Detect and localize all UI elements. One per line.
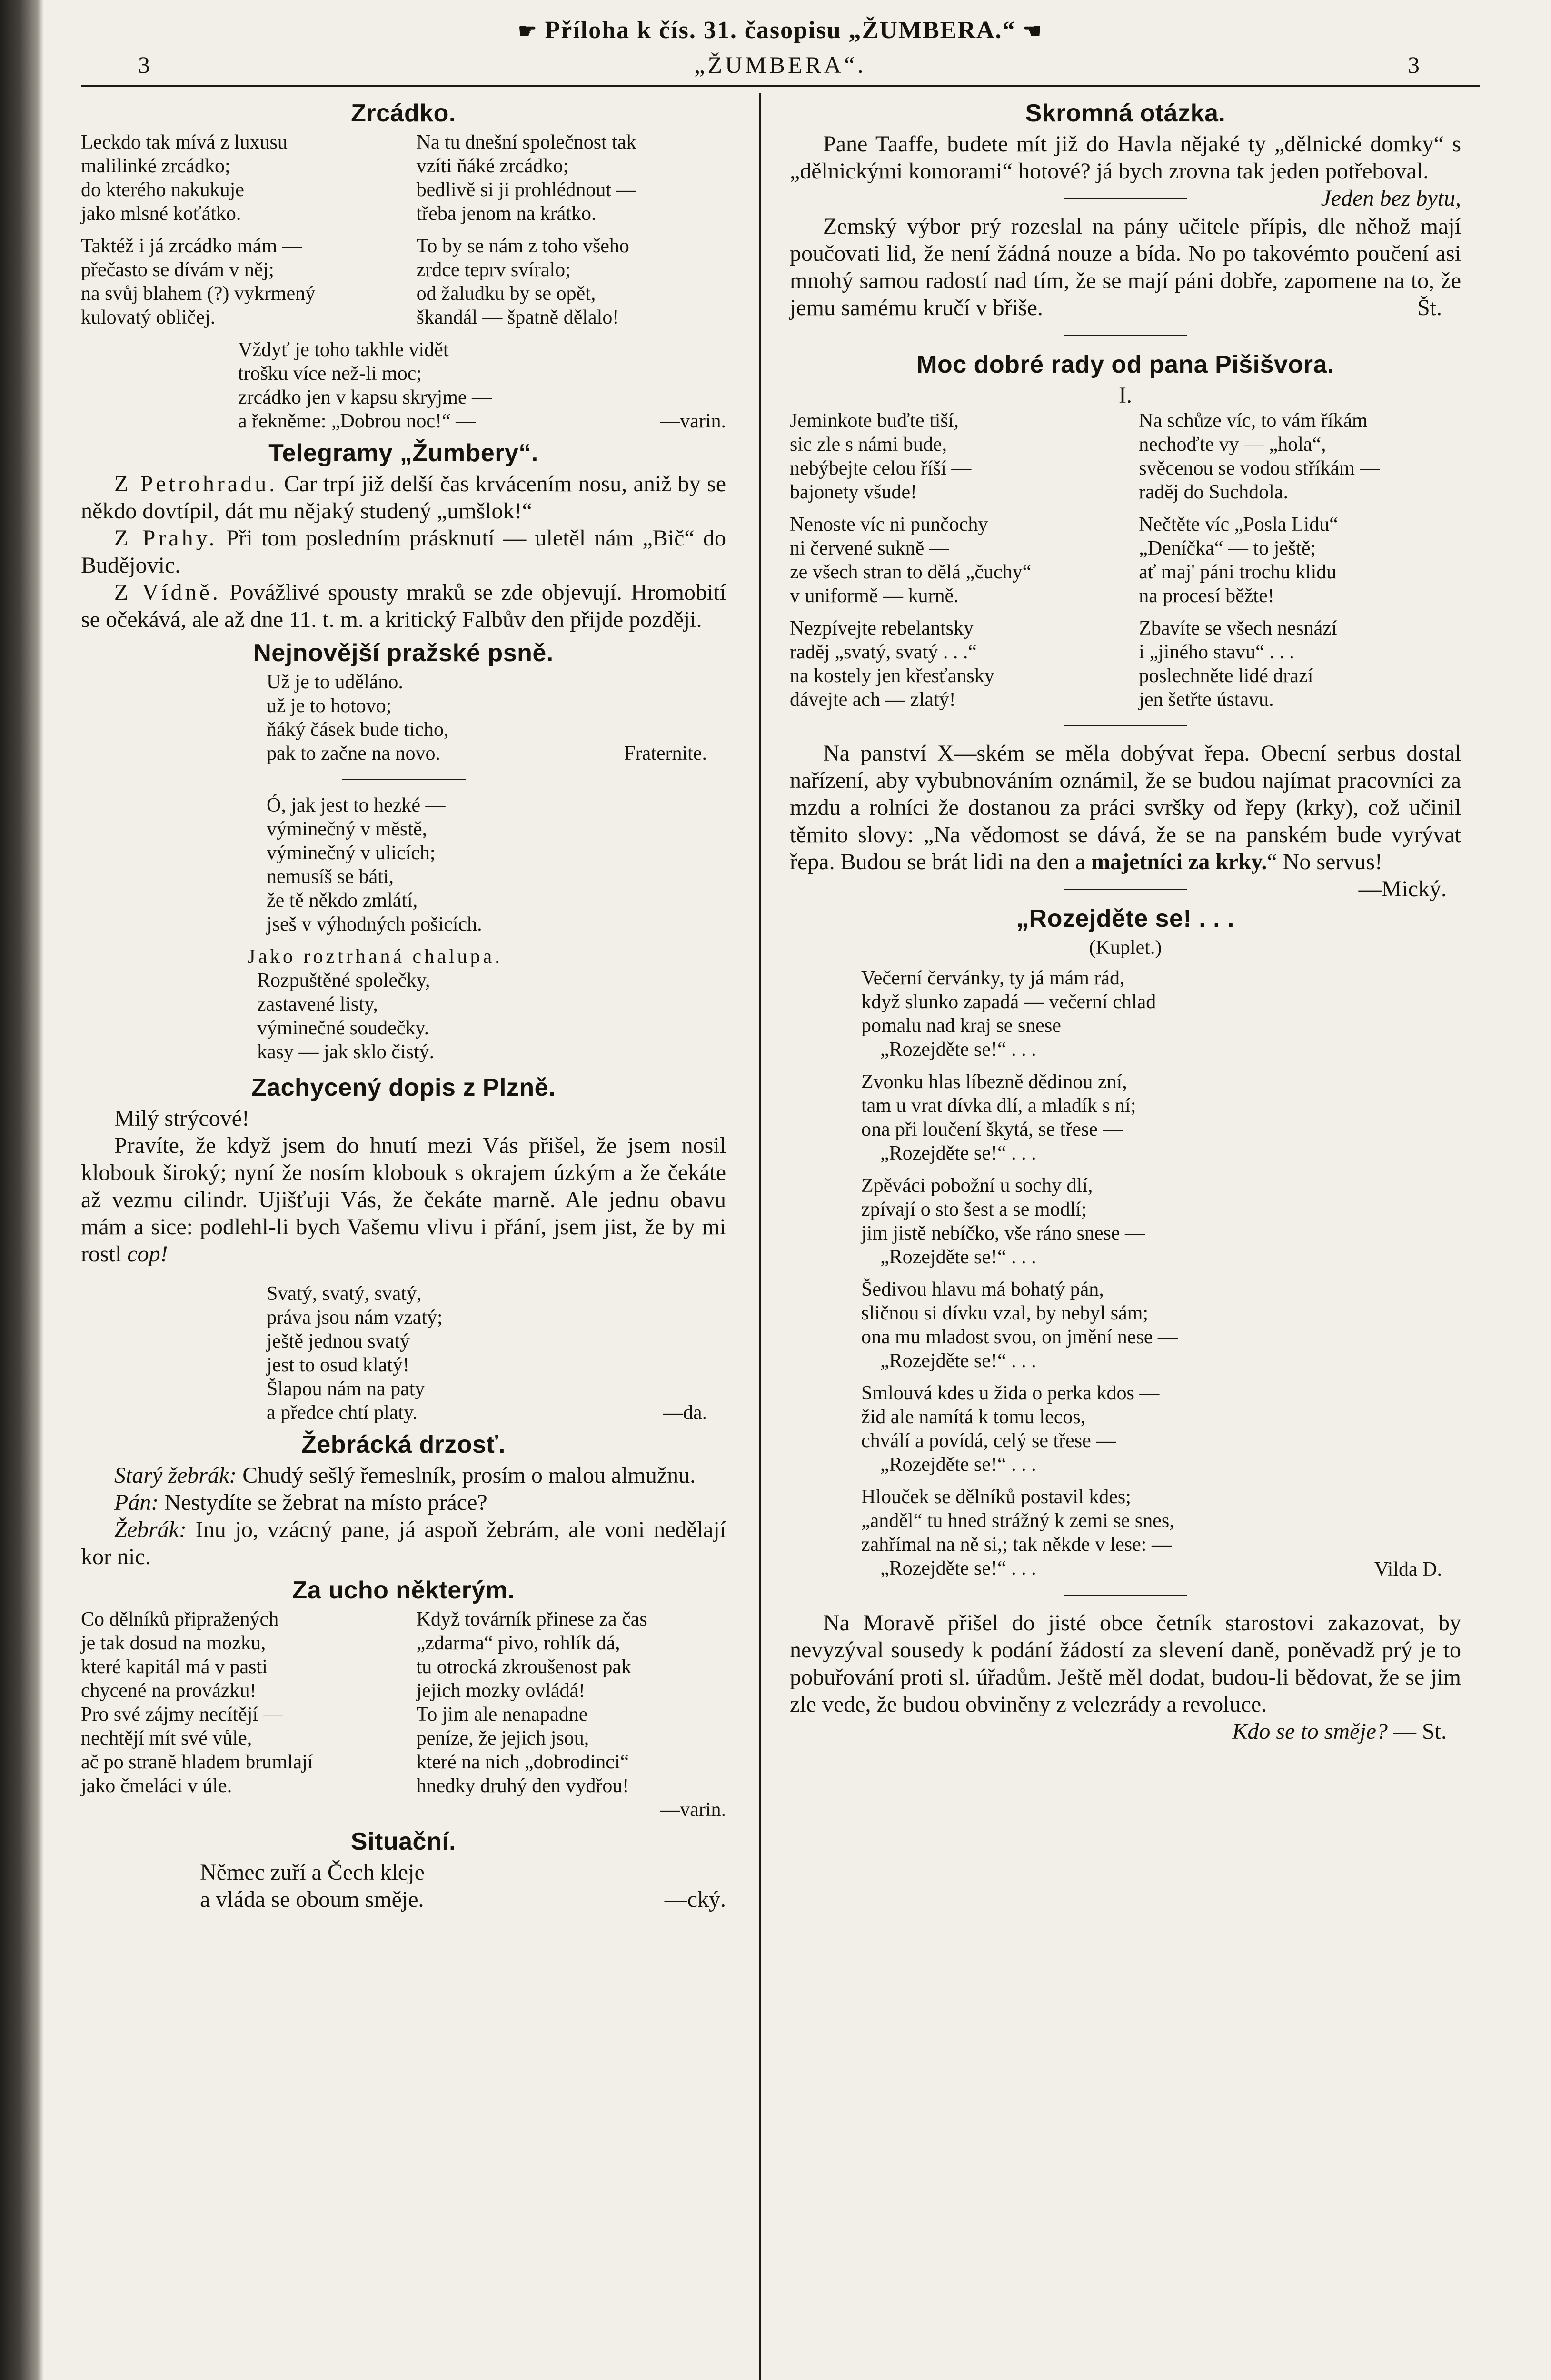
paragraph-text: Povážlivé spousty mraků se zde objevují. Hromobití se očekává, ale až dne 11. t. m. a kritický Falbův den přijde později. — [81, 580, 726, 632]
dialogue-line — [81, 1462, 726, 1489]
verse-line: peníze, že jejich jsou, — [416, 1727, 589, 1749]
right-column — [776, 93, 1461, 2380]
verse-line: Jeminkote buďte tiší, — [790, 410, 959, 432]
verse-line: jest to osud klatý! — [267, 1354, 409, 1376]
column-divider — [759, 93, 761, 2380]
verse-line: raděj „svatý, svatý . . .“ — [790, 641, 977, 663]
verse-line: Když továrník přinese za čas — [416, 1608, 647, 1630]
verse-line: jejich mozky ovládá! — [416, 1680, 586, 1702]
author-signature: Vilda D. — [1374, 1558, 1442, 1580]
verse-line: práva jsou nám vzatý; — [267, 1307, 443, 1329]
verse-line: To by se nám z toho všeho — [416, 235, 629, 257]
verse-line: výminečný v městě, — [267, 818, 428, 840]
verse-pair — [81, 234, 726, 329]
verse-line: „anděl“ tu hned strážný k zemi se snes, — [861, 1510, 1174, 1532]
verse-line: Leckdo tak mívá z luxusu — [81, 131, 288, 153]
paragraph-text-italic: cop! — [127, 1241, 168, 1267]
author-signature: Št. — [1417, 295, 1442, 320]
verse-last-line — [200, 1886, 726, 1913]
verse-line: „Rozejděte se!“ . . . — [880, 1039, 1036, 1061]
verse-line: třeba jenom na krátko. — [416, 203, 597, 225]
verse-line: tam u vrat dívka dlí, a mladík s ní; — [861, 1095, 1136, 1117]
dateline: Z Vídně. — [114, 580, 221, 605]
article-situacni — [81, 1826, 726, 1913]
verse-line: jen šetřte ústavu. — [1139, 689, 1274, 711]
verse-line: na svůj blahem (?) vykrmený — [81, 283, 316, 305]
author-signature: Jeden bez bytu, — [1321, 186, 1461, 211]
verse-stanza — [1139, 513, 1461, 608]
paragraph — [81, 1132, 726, 1268]
article-rady — [790, 349, 1461, 712]
article-title: Zrcádko. — [351, 99, 456, 127]
author-signature: —da. — [663, 1402, 707, 1424]
verse-line: Na tu dnešní společnost tak — [416, 131, 636, 153]
author-signature: —Mický. — [1358, 876, 1447, 902]
verse-line: Vždyť je toho takhle vidět — [238, 339, 449, 361]
verse-line: pak to začne na novo. — [267, 743, 441, 764]
article-dopis — [81, 1072, 726, 1425]
verse-line: jako čmeláci v úle. — [81, 1775, 232, 1797]
verse-line: „Rozejděte se!“ . . . — [880, 1557, 1036, 1579]
verse-line: ze všech stran to dělá „čuchy“ — [790, 561, 1032, 583]
dialogue-line — [81, 1489, 726, 1516]
verse-line: Němec zuří a Čech kleje — [200, 1860, 425, 1885]
speaker: Pán: — [114, 1490, 159, 1515]
verse-line: nebýbejte celou říší — — [790, 457, 972, 479]
paragraph-text: Pravíte, že když jsem do hnutí mezi Vás přišel, že jsem nosil klobouk široký; nyní že nosím klobouk s okrajem úzkým a že čekáte až vezmu cilindr. Ujišťuji Vás, že čekáte marně. Ale jednu obavu mám a sice: podlehl-li bych Vašemu vlivu i přání, jsem jist, že by mi rostl — [81, 1133, 726, 1267]
paragraph-text: Car trpí již delší čas krvácením nosu, aniž by se někdo dovtípil, dát mu nějaký studený „umšlok!“ — [81, 471, 726, 524]
verse-line: zastavené listy, — [257, 993, 378, 1015]
verse-pair — [81, 1607, 726, 1798]
author-signature: Fraternite. — [624, 743, 707, 764]
article-psne — [81, 638, 726, 1064]
journal-title: „ŽUMBERA“. — [694, 51, 866, 78]
verse-line: sic zle s námi bude, — [790, 434, 947, 456]
pointing-hand-icon: ☛ — [518, 20, 538, 43]
verse-line: pomalu nad kraj se snese — [861, 1015, 1061, 1037]
verse-line: Rozpuštěné společky, — [257, 970, 430, 992]
verse-line: Jako roztrhaná chalupa. — [248, 946, 503, 968]
verse-stanza — [417, 130, 726, 226]
article-title: Zachycený dopis z Plzně. — [251, 1074, 556, 1101]
verse-line: Šedivou hlavu má bohatý pán, — [861, 1279, 1104, 1300]
verse-line: do kterého nakukuje — [81, 179, 244, 201]
verse-stanza — [861, 966, 1461, 1061]
page-number-left: 3 — [138, 51, 153, 78]
verse-line: i „jiného stavu“ . . . — [1139, 641, 1294, 663]
verse-line: „Rozejděte se!“ . . . — [880, 1350, 1036, 1372]
verse-line: chycené na provázku! — [81, 1680, 257, 1702]
verse-stanza — [417, 234, 726, 329]
verse-pair — [81, 130, 726, 226]
verse-line: „Rozejděte se!“ . . . — [880, 1142, 1036, 1164]
article-zemsky — [790, 213, 1461, 321]
article-skromna — [790, 98, 1461, 211]
verse-line: dávejte ach — zlatý! — [790, 689, 956, 711]
verse-line: Na schůze víc, to vám říkám — [1139, 410, 1368, 432]
verse-line: škandál — špatně dělalo! — [416, 307, 619, 328]
verse-pair — [790, 513, 1461, 608]
verse-line: že tě někdo zmlátí, — [267, 890, 418, 912]
verse-line: Co dělníků připražených — [81, 1608, 279, 1630]
verse-line: je tak dosud na mozku, — [81, 1632, 266, 1654]
paragraph-text: Pane Taaffe, budete mít již do Havla nějaké ty „dělnické domky“ s „dělnickými komorami“ hotové? já bych zrovna tak jeden potřeboval. — [790, 131, 1461, 184]
verse-line: ňáký čásek bude ticho, — [267, 719, 449, 741]
article-title: Situační. — [350, 1828, 457, 1855]
verse-line: jseš v výhodných pošicích. — [267, 913, 482, 935]
section-rule — [1064, 889, 1187, 890]
verse-line: ona mu mladost svou, on jmění nese — — [861, 1326, 1178, 1348]
verse-line: které kapitál má v pasti — [81, 1656, 268, 1678]
verse-line: ještě jednou svatý — [267, 1330, 410, 1352]
verse-line: na procesí běžte! — [1139, 585, 1274, 607]
verse-stanzas — [790, 966, 1461, 1580]
verse-stanza — [81, 1282, 726, 1425]
masthead — [81, 48, 1480, 82]
verse-line: v uniformě — kurně. — [790, 585, 959, 607]
supplement-line — [81, 13, 1480, 48]
verse-line: Nečtěte víc „Posla Lidu“ — [1139, 514, 1338, 536]
verse-stanza — [81, 793, 726, 936]
author-signature: —cký. — [664, 1887, 726, 1912]
article-title: „Rozejděte se! . . . — [1016, 905, 1234, 932]
verse-line: kulovatý obličej. — [81, 307, 216, 328]
closing-question: Kdo se to směje? — [1232, 1719, 1388, 1744]
article-title: Skromná otázka. — [1025, 99, 1226, 127]
article-zrcadko — [81, 98, 726, 433]
verse-line: To jim ale nenapadne — [416, 1704, 588, 1726]
verse-stanza — [81, 945, 726, 1064]
verse-stanza — [81, 1607, 390, 1798]
article-title: Žebrácká drzosť. — [301, 1431, 506, 1458]
dialogue-text: Nestydíte se žebrat na místo práce? — [164, 1490, 487, 1515]
verse-stanza — [861, 1381, 1461, 1477]
verse-line: bajonety všude! — [790, 481, 917, 503]
author-signature: —varin. — [660, 1799, 726, 1821]
verse-stanza — [81, 1859, 726, 1913]
verse-last-line — [267, 1401, 726, 1425]
salutation: Milý strýcové! — [114, 1106, 249, 1131]
verse-line: když slunko zapadá — večerní chlad — [861, 991, 1156, 1013]
verse-line: tu otrocká zkroušenost pak — [416, 1656, 631, 1678]
article-title: Moc dobré rady od pana Pišišvora. — [916, 351, 1334, 378]
verse-line: jako mlsné koťátko. — [81, 203, 241, 225]
verse-stanza — [81, 338, 726, 433]
verse-line: jim jistě nebíčko, vše ráno snese — — [861, 1222, 1145, 1244]
masthead-rule — [81, 85, 1480, 87]
verse-line: poslechněte lidé drazí — [1139, 665, 1313, 687]
speaker: Starý žebrák: — [114, 1463, 237, 1488]
verse-line: Zbavíte se všech nesnází — [1139, 617, 1337, 639]
verse-line: nechoďte vy — „hola“, — [1139, 434, 1326, 456]
verse-line: Zvonku hlas líbezně dědinou zní, — [861, 1071, 1127, 1093]
verse-stanza — [417, 1607, 726, 1798]
verse-line: Svatý, svatý, svatý, — [267, 1283, 422, 1305]
verse-line: bedlivě si ji prohlédnout — — [416, 179, 636, 201]
verse-last-line — [267, 742, 726, 765]
verse-line: chválí a povídá, celý se třese — — [861, 1430, 1116, 1452]
paragraph — [790, 130, 1461, 211]
verse-line: „Deníčka“ — to ještě; — [1139, 537, 1316, 559]
left-column — [81, 93, 745, 2380]
verse-stanza — [81, 670, 726, 765]
verse-line: nechtějí mít své vůle, — [81, 1727, 252, 1749]
verse-line: zrdce teprv svíralo; — [416, 259, 571, 281]
section-rule — [1064, 1595, 1187, 1596]
verse-pair — [790, 616, 1461, 712]
speaker: Žebrák: — [114, 1517, 187, 1542]
section-rule — [1064, 335, 1187, 336]
verse-line: Pro své zájmy necítějí — — [81, 1704, 283, 1726]
paragraph — [790, 740, 1461, 902]
verse-line: svěcenou se vodou stříkám — — [1139, 457, 1380, 479]
paragraph-text: Zemský výbor prý rozeslal na pány učitele přípis, dle něhož mají poučovati lid, že není žádná nouze a bída. No po takovémto poučení asi mnohý samou radostí nad tím, že se mají páni dobře, zapomene na to, že jemu samému kručí v břiše. — [790, 214, 1461, 320]
author-signature: — St. — [1393, 1719, 1447, 1744]
verse-stanza — [861, 1070, 1461, 1165]
verse-stanza — [790, 616, 1112, 712]
paragraph — [790, 213, 1461, 321]
section-numeral: I. — [1119, 383, 1132, 408]
verse-line: nemusíš se báti, — [267, 866, 394, 888]
verse-line: ni červené suknĕ — — [790, 537, 949, 559]
paragraph — [81, 470, 726, 525]
verse-line: vzíti ňáké zrcádko; — [416, 155, 569, 177]
verse-line: „Rozejděte se!“ . . . — [880, 1246, 1036, 1268]
article-title: Nejnovější pražské psně. — [253, 639, 554, 667]
paragraph-text: Při tom posledním prásknutí — uletěl nám „Bič“ do Budějovic. — [81, 526, 726, 578]
verse-line: kasy — jak sklo čistý. — [257, 1041, 435, 1063]
article-repa — [790, 740, 1461, 902]
dialogue-text: Inu jo, vzácný pane, já aspoň žebrám, ale voni nedělají kor nic. — [81, 1517, 726, 1569]
verse-line: Zpěváci pobožní u sochy dlí, — [861, 1175, 1093, 1197]
verse-line: Večerní červánky, ty já mám rád, — [861, 967, 1125, 989]
verse-line: Ó, jak jest to hezké — — [267, 794, 446, 816]
verse-line: „zdarma“ pivo, rohlík dá, — [416, 1632, 620, 1654]
verse-line: sličnou si dívku vzal, by nebyl sám; — [861, 1302, 1149, 1324]
verse-stanza — [1139, 409, 1461, 504]
paragraph-text-bold: majetníci za krky. — [1091, 849, 1267, 874]
verse-stanza — [81, 234, 390, 329]
dateline: Z Prahy. — [114, 526, 218, 551]
scan-margin — [0, 0, 44, 2380]
section-rule — [1064, 198, 1187, 199]
author-signature: —varin. — [660, 410, 726, 432]
dialogue-line — [81, 1516, 726, 1570]
verse-line: zpívají o sto šest a se modlí; — [861, 1199, 1087, 1220]
section-rule — [342, 779, 466, 780]
verse-line: na kostely jen křesťansky — [790, 665, 994, 687]
verse-line: Nenoste víc ni punčochy — [790, 514, 988, 536]
verse-stanza — [790, 513, 1112, 608]
verse-pair — [790, 409, 1461, 504]
verse-line: přečasto se dívám v něj; — [81, 259, 274, 281]
article-telegramy — [81, 438, 726, 633]
paragraph-text: “ No servus! — [1267, 849, 1383, 874]
closing-line — [790, 1718, 1447, 1745]
paragraph — [81, 579, 726, 633]
verse-line: Taktéž i já zrcádko mám — — [81, 235, 302, 257]
verse-line: trošku více než-li moc; — [238, 363, 422, 385]
article-morava — [790, 1609, 1461, 1745]
verse-line: Nezpívejte rebelantsky — [790, 617, 974, 639]
verse-line: které na nich „dobrodinci“ — [416, 1751, 629, 1773]
verse-line: „Rozejděte se!“ . . . — [880, 1454, 1036, 1476]
verse-line: Smlouvá kdes u žida o perka kdos — — [861, 1382, 1160, 1404]
verse-stanza — [790, 409, 1112, 504]
verse-line: žid ale namítá k tomu lecos, — [861, 1406, 1086, 1428]
columns — [81, 93, 1480, 2380]
verse-line: od žaludku by se opět, — [416, 283, 596, 305]
verse-line: výminečný v ulicích; — [267, 842, 436, 864]
dateline: Z Petrohradu. — [114, 471, 278, 496]
verse-line: ona při loučení škytá, se třese — — [861, 1119, 1123, 1140]
supplement-text: Příloha k čís. 31. časopisu „ŽUMBERA.“ — [545, 17, 1016, 44]
verse-line: hnedky druhý den vydřou! — [416, 1775, 629, 1797]
verse-stanza — [81, 130, 390, 226]
section-rule — [1064, 725, 1187, 726]
article-rozejdete — [790, 903, 1461, 1581]
article-title: Telegramy „Žumbery“. — [268, 439, 538, 467]
page-number-right: 3 — [1408, 51, 1422, 78]
article-title: Za ucho některým. — [292, 1577, 515, 1604]
verse-line: a řekněme: „Dobrou noc!“ — — [238, 410, 476, 432]
article-ucho — [81, 1575, 726, 1822]
verse-line: Šlapou nám na paty — [267, 1378, 425, 1400]
pointing-hand-icon: ☚ — [1023, 20, 1043, 43]
verse-line: malilinké zrcádko; — [81, 155, 230, 177]
dialogue-text: Chudý sešlý řemeslník, prosím o malou almužnu. — [242, 1463, 696, 1488]
article-subtitle: (Kuplet.) — [1089, 937, 1162, 959]
verse-line: ač po straně hladem brumlají — [81, 1751, 313, 1773]
verse-line: Už je to uděláno. — [267, 671, 403, 693]
verse-line: a vláda se oboum směje. — [200, 1887, 424, 1912]
paragraph-text: Na panství X—ském se měla dobývat řepa. Obecní serbus dostal nařízení, aby vybubnováním oznámil, že se budou najímat pracovníci za mzdu a rolníci že dostanou za práci svršky od řepy (krky), což učinil těmito slovy: „Na vědomost se dává, že se na panském bude vyrývat řepa. Budou se brát lidi na den a — [790, 741, 1461, 874]
verse-line: zrcádko jen v kapsu skryjme — — [238, 387, 492, 408]
verse-stanza — [861, 1174, 1461, 1269]
article-drzost — [81, 1429, 726, 1570]
verse-line: a předce chtí platy. — [267, 1402, 418, 1424]
verse-line: raděj do Suchdola. — [1139, 481, 1288, 503]
verse-line: zahřímal na ně si,; tak někde v lese: — — [861, 1534, 1172, 1556]
verse-stanza — [861, 1278, 1461, 1373]
paragraph — [81, 525, 726, 579]
verse-stanza — [1139, 616, 1461, 712]
paragraph: Na Moravě přišel do jisté obce četník starostovi zakazovat, by nevyzýval sousedy k podání žádostí za slevení daně, poněvadž prý je to pobuřování proti sl. úřadům. Ještě měl dodat, budou-li bědovat, že se jim zle vede, že budou obviněny z velezrády a revoluce. — [790, 1610, 1461, 1717]
verse-line: ať maj' páni trochu klidu — [1139, 561, 1337, 583]
verse-line: výminečné soudečky. — [257, 1017, 429, 1039]
verse-line: už je to hotovo; — [267, 695, 392, 717]
verse-last-line — [238, 409, 726, 433]
verse-line: Hlouček se dělníků postavil kdes; — [861, 1486, 1131, 1508]
